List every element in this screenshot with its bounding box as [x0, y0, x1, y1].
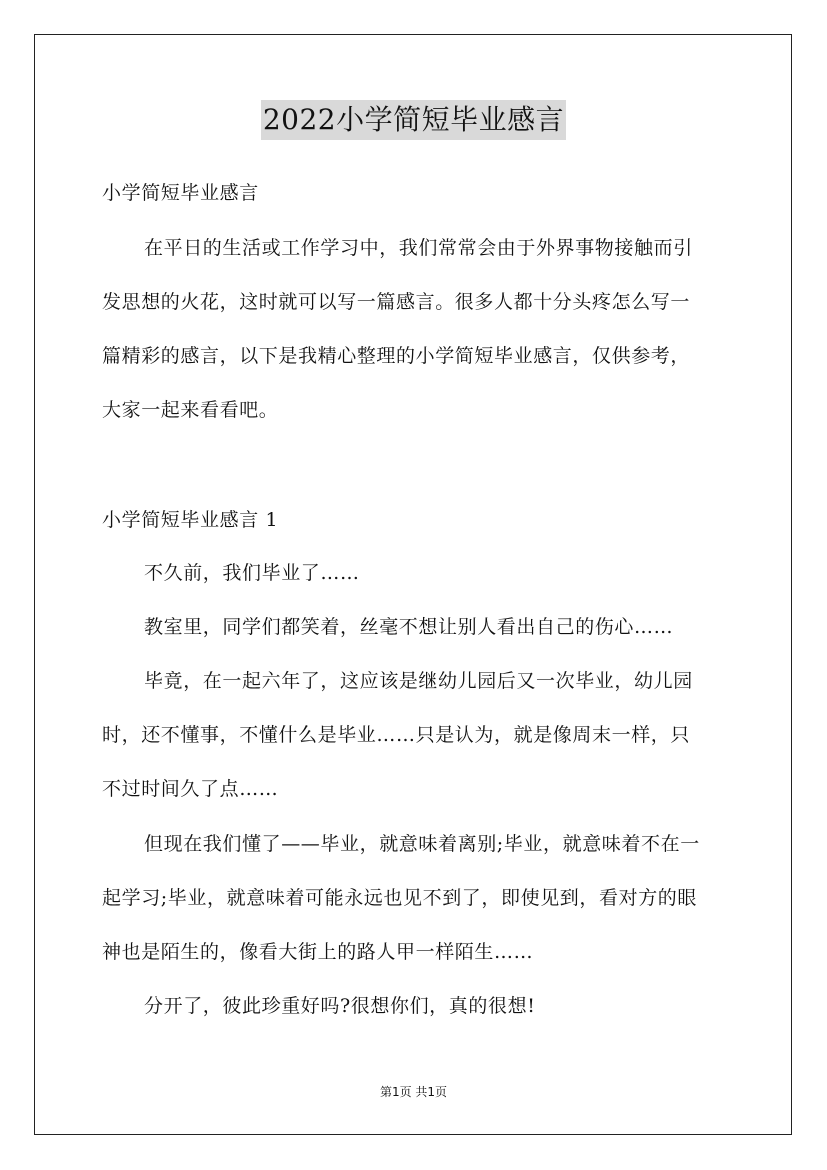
- intro-heading: 小学简短毕业感言: [102, 182, 259, 204]
- body-line-6: 但现在我们懂了——毕业，就意味着离别;毕业，就意味着不在一: [144, 833, 700, 855]
- body-line-1: 不久前，我们毕业了……: [144, 562, 360, 584]
- title-container: [0, 100, 827, 140]
- body-line-3: 毕竟，在一起六年了，这应该是继幼儿园后又一次毕业，幼儿园: [144, 670, 693, 692]
- intro-line-1: 在平日的生活或工作学习中，我们常常会由于外界事物接触而引: [144, 237, 693, 259]
- body-line-2: 教室里，同学们都笑着，丝毫不想让别人看出自己的伤心……: [144, 616, 674, 638]
- intro-line-4: 大家一起来看看吧。: [102, 399, 279, 421]
- body-line-9: 分开了，彼此珍重好吗?很想你们，真的很想!: [144, 995, 536, 1017]
- section-heading: 小学简短毕业感言 1: [102, 509, 279, 531]
- body-line-5: 不过时间久了点……: [102, 778, 279, 800]
- page-footer: 第1页 共1页: [379, 1085, 448, 1099]
- document-title: 2022小学简短毕业感言: [261, 100, 566, 140]
- body-line-4: 时，还不懂事，不懂什么是毕业……只是认为，就是像周末一样，只: [102, 724, 691, 746]
- intro-line-3: 篇精彩的感言，以下是我精心整理的小学简短毕业感言，仅供参考，: [102, 345, 691, 367]
- body-line-8: 神也是陌生的，像看大街上的路人甲一样陌生……: [102, 941, 534, 963]
- intro-line-2: 发思想的火花，这时就可以写一篇感言。很多人都十分头疼怎么写一: [102, 291, 691, 313]
- body-line-7: 起学习;毕业，就意味着可能永远也见不到了，即使见到，看对方的眼: [102, 887, 698, 909]
